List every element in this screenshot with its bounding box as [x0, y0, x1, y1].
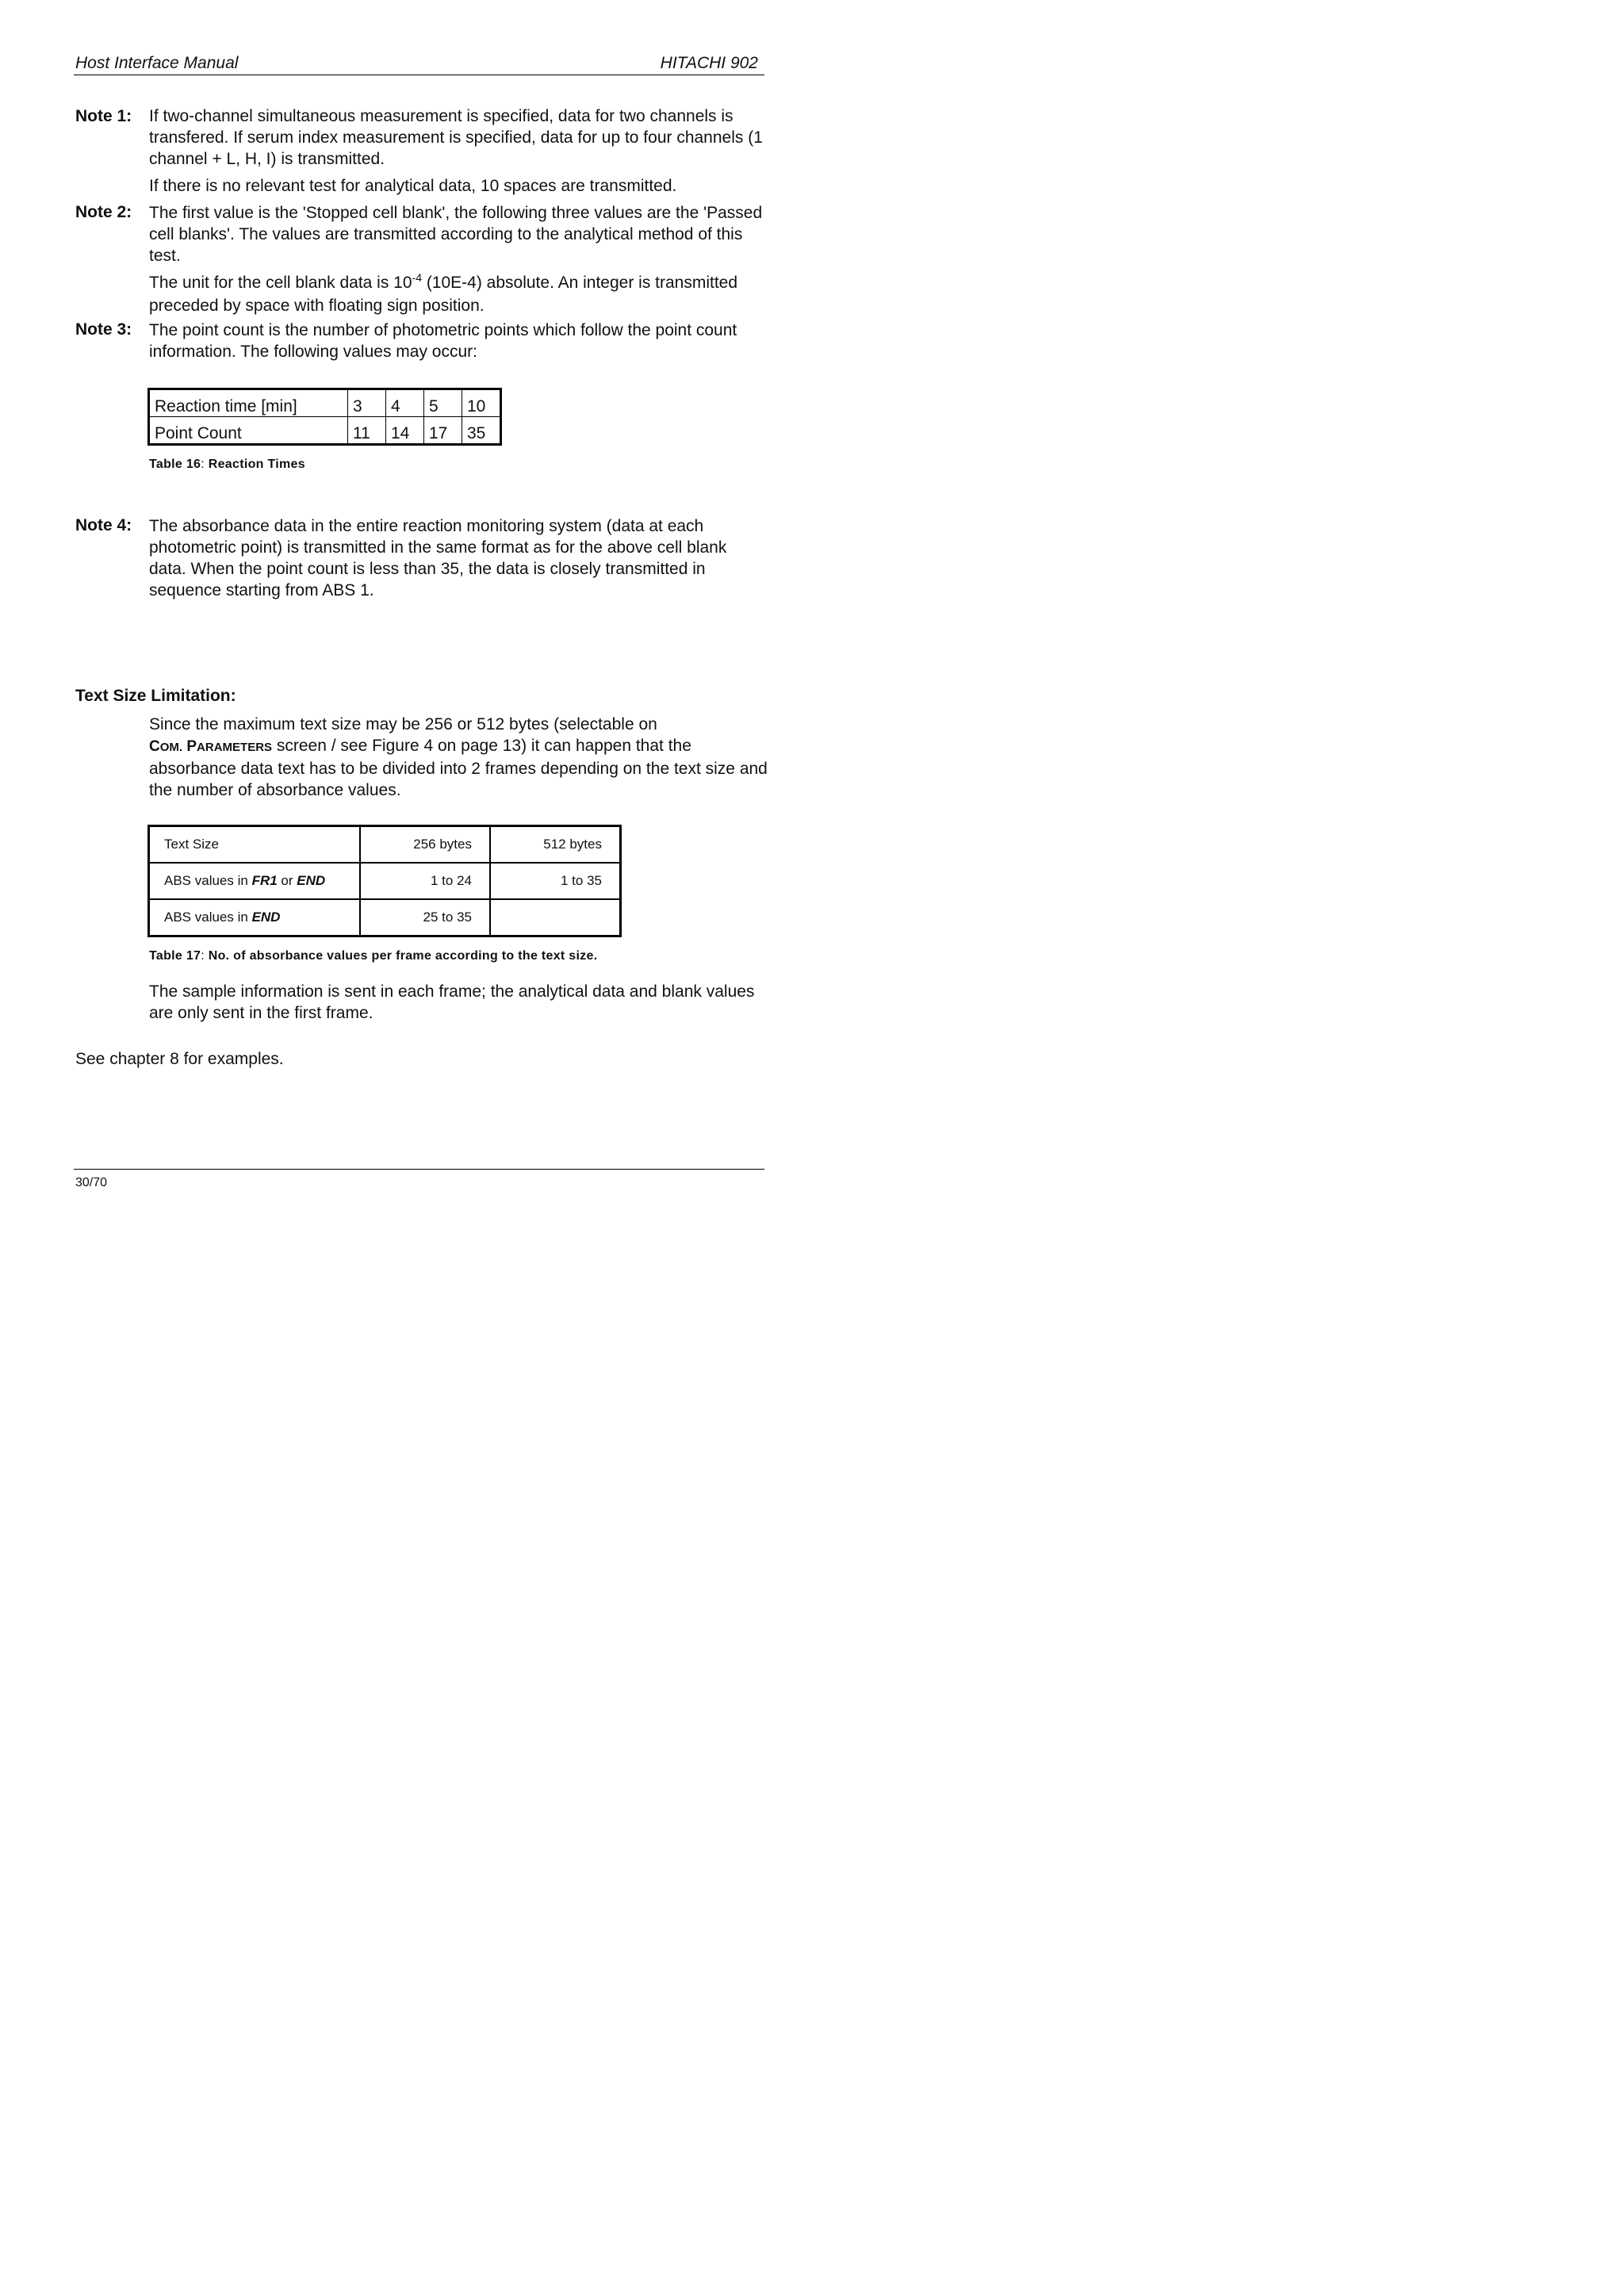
frame-info-text: The sample information is sent in each frame; the analytical data and blank values are only sent in the first frame.	[149, 982, 755, 1022]
table-cell: 10	[462, 389, 501, 417]
table-cell: 4	[386, 389, 424, 417]
table-17-caption	[149, 949, 597, 963]
table-cell	[149, 899, 361, 936]
absorbance-values-table	[147, 825, 622, 937]
table-cell: Reaction time [min]	[149, 389, 348, 417]
table-row	[149, 826, 621, 864]
text-size-heading: Text Size Limitation:	[75, 687, 236, 705]
caption-number: Table 17	[149, 949, 201, 963]
note-3-label: Note 3:	[75, 320, 132, 339]
table-cell: Point Count	[149, 417, 348, 445]
note-4-para-1: The absorbance data in the entire reaction monitoring system (data at each photometric point) is transmitted in the same format as for the above cell blank data. When the point count is less than 35, the data is closely transmitted in sequence starting from ABS 1.	[149, 517, 727, 599]
fr1-label: FR1	[251, 873, 278, 888]
note-1-para-1: If two-channel simultaneous measurement is specified, data for two channels is transfered. If serum index measurement is specified, data for up to four channels (1 channel + L, H, I) is transmitted.	[149, 107, 763, 168]
note-1-label: Note 1:	[75, 107, 132, 125]
table-cell: 1 to 24	[360, 863, 490, 899]
row-1-or: or	[277, 873, 297, 888]
table-cell	[149, 863, 361, 899]
header-title: Host Interface Manual	[75, 54, 239, 72]
frame-info-paragraph	[149, 981, 768, 1024]
table-cell: 17	[424, 417, 462, 445]
table-row	[149, 863, 621, 899]
caption-text: Reaction Times	[205, 458, 305, 471]
table-row	[149, 417, 501, 445]
table-cell: 25 to 35	[360, 899, 490, 936]
table-cell	[490, 899, 621, 936]
note-2-unit-para	[149, 272, 768, 316]
table-cell: 3	[348, 389, 386, 417]
caption-text: No. of absorbance values per frame according to the text size.	[205, 949, 598, 963]
table-cell: 256 bytes	[360, 826, 490, 864]
row-1-prefix: ABS values in	[164, 873, 252, 888]
table-16-caption	[149, 458, 305, 472]
com-initial: C	[149, 738, 160, 755]
note-2-label: Note 2:	[75, 203, 132, 221]
table-cell: 1 to 35	[490, 863, 621, 899]
caption-separator: :	[201, 949, 205, 963]
table-cell: 14	[386, 417, 424, 445]
note-4-label: Note 4:	[75, 516, 132, 534]
reaction-times-table	[147, 388, 502, 446]
text-size-part-1: Since the maximum text size may be 256 or 512 bytes (selectable on	[149, 715, 657, 733]
com-rest: OM.	[159, 741, 183, 754]
note-3-para-1: The point count is the number of photometric points which follow the point count information. The following values may occur:	[149, 321, 737, 361]
page-number: 30/70	[75, 1176, 108, 1189]
caption-separator: :	[201, 458, 205, 471]
note-2-text	[149, 202, 768, 316]
footer-rule	[74, 1169, 764, 1170]
note-4-text	[149, 515, 768, 601]
table-cell: 11	[348, 417, 386, 445]
parameters-rest: ARAMETERS	[197, 741, 273, 754]
caption-number: Table 16	[149, 458, 201, 471]
table-row	[149, 899, 621, 936]
note-3-text	[149, 320, 768, 362]
table-cell: 512 bytes	[490, 826, 621, 864]
unit-text-after: (10E-4) absolute. An integer is transmitted preceded by space with floating sign position.	[149, 274, 738, 315]
parameters-initial: P	[182, 738, 197, 755]
text-size-paragraph	[149, 714, 768, 801]
note-1-para-2: If there is no relevant test for analytical data, 10 spaces are transmitted.	[149, 177, 677, 195]
unit-exponent: -4	[412, 271, 422, 284]
note-1-text	[149, 105, 768, 197]
end-label: END	[297, 873, 326, 888]
table-cell: Text Size	[149, 826, 361, 864]
header-model: HITACHI 902	[660, 54, 758, 72]
table-cell: 35	[462, 417, 501, 445]
note-2-para-1: The first value is the 'Stopped cell blank', the following three values are the 'Passed cell blanks'. The values are transmitted according to the analytical method of this test.	[149, 204, 763, 265]
see-chapter-text: See chapter 8 for examples.	[75, 1050, 284, 1068]
table-cell: 5	[424, 389, 462, 417]
end-label: END	[251, 910, 281, 925]
unit-text-before: The unit for the cell blank data is 10	[149, 274, 412, 292]
table-row	[149, 389, 501, 417]
text-size-part-2: screen / see Figure 4 on page 13) it can happen that the absorbance data text has to be divided into 2 frames depending on the text size and the number of absorbance values.	[149, 737, 768, 799]
row-2-prefix: ABS values in	[164, 910, 252, 925]
